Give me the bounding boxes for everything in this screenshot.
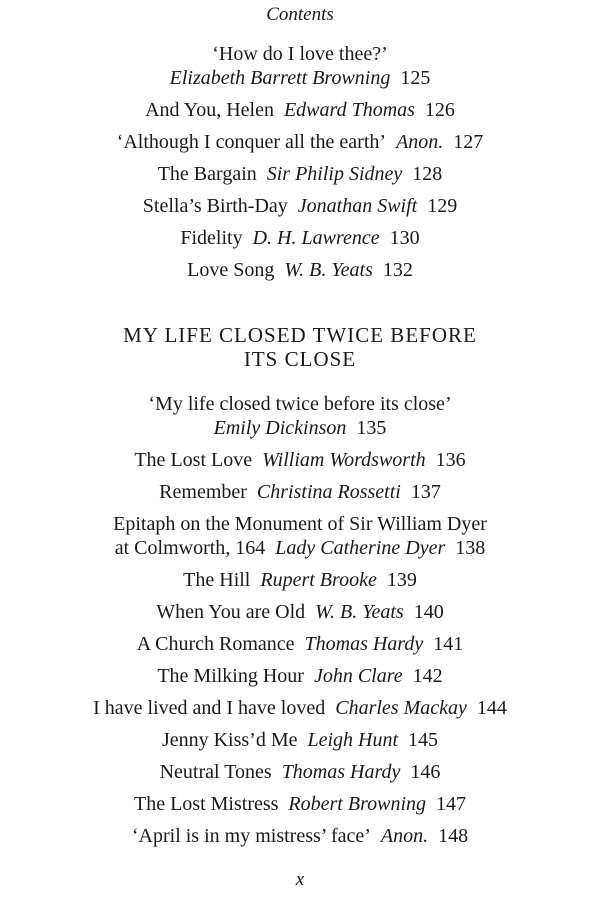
entry-author: Robert Browning bbox=[288, 793, 427, 815]
entry-byline bbox=[20, 66, 580, 90]
entry-author: Emily Dickinson bbox=[213, 417, 347, 439]
entry-title: A Church Romance bbox=[136, 633, 295, 655]
running-head: Contents bbox=[266, 4, 334, 25]
contents-list-section-a bbox=[0, 42, 600, 290]
section-heading-line: MY LIFE CLOSED TWICE BEFORE bbox=[123, 323, 477, 347]
contents-entry bbox=[0, 632, 600, 656]
contents-entry bbox=[0, 98, 600, 122]
entry-title: ‘April is in my mistress’ face’ bbox=[131, 825, 371, 847]
contents-entry bbox=[0, 42, 600, 90]
section-heading bbox=[0, 323, 600, 371]
entry-author: Anon. bbox=[380, 825, 429, 847]
entry-byline bbox=[20, 416, 580, 440]
entry-title: The Hill bbox=[183, 569, 251, 591]
entry-page: 129 bbox=[427, 195, 458, 217]
entry-page: 128 bbox=[412, 163, 443, 185]
entry-author: Leigh Hunt bbox=[307, 729, 399, 751]
contents-entry bbox=[0, 448, 600, 472]
contents-entry bbox=[0, 226, 600, 250]
entry-page: 132 bbox=[382, 259, 413, 281]
entry-author: Edward Thomas bbox=[283, 99, 415, 121]
contents-list-section-b bbox=[0, 392, 600, 856]
entry-page: 127 bbox=[453, 131, 484, 153]
entry-author: D. H. Lawrence bbox=[252, 227, 380, 249]
entry-title: Remember bbox=[159, 481, 247, 503]
contents-entry bbox=[0, 760, 600, 784]
entry-title: ‘Although I conquer all the earth’ bbox=[116, 131, 387, 153]
entry-author: Charles Mackay bbox=[335, 697, 467, 719]
contents-entry bbox=[0, 792, 600, 816]
entry-author: Rupert Brooke bbox=[260, 569, 377, 591]
entry-author: Anon. bbox=[396, 131, 444, 153]
contents-entry bbox=[0, 162, 600, 186]
entry-author: Jonathan Swift bbox=[297, 195, 418, 217]
entry-author: Thomas Hardy bbox=[304, 633, 424, 655]
contents-entry bbox=[0, 392, 600, 440]
contents-entry bbox=[0, 600, 600, 624]
entry-title: Epitaph on the Monument of Sir William Dyer bbox=[113, 513, 487, 535]
entry-page: 140 bbox=[413, 601, 444, 623]
entry-title: Neutral Tones bbox=[159, 761, 272, 783]
entry-page: 126 bbox=[424, 99, 455, 121]
contents-entry bbox=[0, 728, 600, 752]
entry-author: Elizabeth Barrett Browning bbox=[169, 67, 391, 89]
entry-page: 130 bbox=[389, 227, 420, 249]
entry-title: The Lost Love bbox=[134, 449, 253, 471]
contents-entry bbox=[0, 194, 600, 218]
page-folio: x bbox=[295, 869, 305, 890]
contents-entry bbox=[0, 258, 600, 282]
entry-page: 137 bbox=[410, 481, 441, 503]
entry-title: at Colmworth, 164 bbox=[114, 537, 266, 559]
entry-page: 142 bbox=[412, 665, 443, 687]
entry-page: 139 bbox=[386, 569, 417, 591]
contents-entry bbox=[0, 512, 600, 560]
entry-title: ‘My life closed twice before its close’ bbox=[148, 393, 452, 415]
entry-title-continuation bbox=[20, 536, 580, 560]
entry-title: ‘How do I love thee?’ bbox=[212, 43, 388, 65]
entry-title: And You, Helen bbox=[145, 99, 274, 121]
contents-entry bbox=[0, 696, 600, 720]
entry-author: Lady Catherine Dyer bbox=[275, 537, 446, 559]
section-heading-line: ITS CLOSE bbox=[243, 347, 357, 371]
entry-author: Thomas Hardy bbox=[281, 761, 401, 783]
entry-author: Christina Rossetti bbox=[256, 481, 401, 503]
contents-entry bbox=[0, 130, 600, 154]
entry-author: Sir Philip Sidney bbox=[266, 163, 403, 185]
entry-author: William Wordsworth bbox=[262, 449, 426, 471]
contents-entry bbox=[0, 480, 600, 504]
entry-page: 146 bbox=[410, 761, 441, 783]
entry-title: Stella’s Birth-Day bbox=[142, 195, 288, 217]
entry-title: The Bargain bbox=[157, 163, 257, 185]
entry-title: Fidelity bbox=[180, 227, 243, 249]
entry-author: W. B. Yeats bbox=[284, 259, 373, 281]
entry-page: 148 bbox=[438, 825, 469, 847]
entry-page: 136 bbox=[435, 449, 466, 471]
entry-page: 135 bbox=[356, 417, 387, 439]
entry-title: I have lived and I have loved bbox=[93, 697, 326, 719]
contents-entry bbox=[0, 568, 600, 592]
entry-title: The Lost Mistress bbox=[133, 793, 279, 815]
entry-page: 144 bbox=[476, 697, 507, 719]
entry-page: 147 bbox=[436, 793, 467, 815]
entry-page: 145 bbox=[408, 729, 439, 751]
entry-page: 125 bbox=[400, 67, 431, 89]
entry-title: The Milking Hour bbox=[157, 665, 304, 687]
contents-entry bbox=[0, 824, 600, 848]
entry-author: W. B. Yeats bbox=[315, 601, 404, 623]
entry-page: 138 bbox=[455, 537, 486, 559]
entry-title: Love Song bbox=[187, 259, 275, 281]
entry-title: Jenny Kiss’d Me bbox=[161, 729, 298, 751]
entry-page: 141 bbox=[433, 633, 464, 655]
contents-entry bbox=[0, 664, 600, 688]
entry-title: When You are Old bbox=[156, 601, 306, 623]
entry-author: John Clare bbox=[313, 665, 403, 687]
